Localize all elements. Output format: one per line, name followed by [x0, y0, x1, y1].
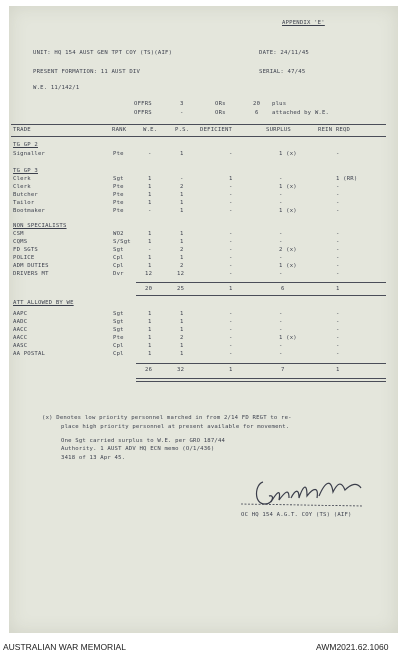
note-line: (x) Denotes low priority personnel marched in from 2/14 FD REGT to re- [42, 415, 292, 421]
cell-we: 1 [148, 231, 152, 237]
cell-rank: Pte [113, 335, 124, 341]
cell-rein-reqd: - [336, 151, 340, 157]
cell-deficient: - [229, 208, 233, 214]
cell-ps: 1 [180, 343, 184, 349]
cell-rank: Pte [113, 151, 124, 157]
note-line: Authority. 1 AUST ADV HQ ECN memo (O/1/436) [61, 446, 215, 452]
signature-caption: OC HQ 154 A.G.T. COY (TS) (AIF) [241, 512, 352, 518]
date-line: DATE: 24/11/45 [259, 50, 309, 56]
section-heading: TG GP 2 [13, 142, 38, 148]
ors-value-1: 20 [253, 101, 261, 107]
cell-ps: 1 [180, 208, 184, 214]
cell-ps: 1 [180, 351, 184, 357]
cell-surplus: 1 (x) [279, 335, 297, 341]
cell-trade: AACC [13, 335, 28, 341]
cell-trade: Clerk [13, 176, 31, 182]
cell-rank: Cpl [113, 255, 124, 261]
table-header-rule [11, 136, 386, 137]
cell-deficient: - [229, 311, 233, 317]
cell-surplus: - [279, 255, 283, 261]
cell-we: 1 [148, 351, 152, 357]
cell-we: 1 [148, 335, 152, 341]
footer-institution: AUSTRALIAN WAR MEMORIAL [3, 642, 126, 652]
cell-surplus: - [279, 271, 283, 277]
cell-we: 1 [148, 327, 152, 333]
cell-rein-reqd: - [336, 208, 340, 214]
offrs-label-2: OFFRS [134, 110, 152, 116]
cell-deficient: - [229, 319, 233, 325]
cell-rank: Cpl [113, 263, 124, 269]
cell-deficient: - [229, 184, 233, 190]
ors-label-2: ORs [215, 110, 226, 116]
total-rein-reqd: 1 [336, 286, 340, 292]
cell-rank: Dvr [113, 271, 124, 277]
appendix-label: APPENDIX 'E' [282, 20, 325, 26]
cell-ps: 2 [180, 335, 184, 341]
cell-we: 1 [148, 184, 152, 190]
cell-rein-reqd: - [336, 335, 340, 341]
cell-ps: 1 [180, 200, 184, 206]
cell-rank: Pte [113, 200, 124, 206]
cell-rank: Sgt [113, 311, 124, 317]
cell-trade: Butcher [13, 192, 38, 198]
col-trade: TRADE [13, 127, 31, 133]
cell-ps: - [180, 176, 184, 182]
cell-rein-reqd: - [336, 255, 340, 261]
cell-deficient: - [229, 192, 233, 198]
cell-we: - [148, 151, 152, 157]
cell-rein-reqd: - [336, 239, 340, 245]
cell-deficient: 1 [229, 176, 233, 182]
section-heading: NON SPECIALISTS [13, 223, 67, 229]
cell-trade: Signaller [13, 151, 46, 157]
cell-ps: 1 [180, 151, 184, 157]
cell-trade: ADM DUTIES [13, 263, 49, 269]
cell-rein-reqd: 1 (RR) [336, 176, 358, 182]
serial-line: SERIAL: 47/45 [259, 69, 306, 75]
formation-line: PRESENT FORMATION: 11 AUST DIV [33, 69, 141, 75]
cell-rein-reqd: - [336, 343, 340, 349]
cell-we: 1 [148, 192, 152, 198]
cell-surplus: - [279, 319, 283, 325]
cell-trade: Tailor [13, 200, 35, 206]
cell-we: 12 [145, 271, 153, 277]
cell-trade: CSM [13, 231, 24, 237]
cell-trade: FD SGTS [13, 247, 38, 253]
cell-trade: POLICE [13, 255, 35, 261]
cell-we: 1 [148, 176, 152, 182]
cell-ps: 2 [180, 247, 184, 253]
cell-deficient: - [229, 335, 233, 341]
cell-rein-reqd: - [336, 200, 340, 206]
col-surplus: SURPLUS [266, 127, 291, 133]
total-rein-reqd: 1 [336, 367, 340, 373]
cell-deficient: - [229, 263, 233, 269]
col-ps: P.S. [175, 127, 190, 133]
table-top-rule [11, 124, 386, 125]
cell-trade: AASC [13, 343, 28, 349]
cell-we: 1 [148, 319, 152, 325]
cell-rein-reqd: - [336, 263, 340, 269]
attached-label: attached by W.E. [272, 110, 330, 116]
total-surplus: 6 [281, 286, 285, 292]
col-rank: RANK [112, 127, 127, 133]
cell-rein-reqd: - [336, 192, 340, 198]
plus-label: plus [272, 101, 287, 107]
cell-rank: Pte [113, 192, 124, 198]
offrs-label-1: OFFRS [134, 101, 152, 107]
cell-rank: Sgt [113, 319, 124, 325]
total-ps: 25 [177, 286, 185, 292]
footer-accession: AWM2021.62.1060 [316, 642, 389, 652]
section-heading: TG GP 3 [13, 168, 38, 174]
cell-trade: CQMS [13, 239, 28, 245]
cell-rank: Sgt [113, 176, 124, 182]
cell-rank: Cpl [113, 351, 124, 357]
cell-ps: 1 [180, 327, 184, 333]
cell-surplus: - [279, 192, 283, 198]
cell-deficient: - [229, 271, 233, 277]
cell-we: 1 [148, 263, 152, 269]
total-deficient: 1 [229, 367, 233, 373]
cell-rein-reqd: - [336, 311, 340, 317]
cell-rank: Sgt [113, 327, 124, 333]
cell-we: 1 [148, 311, 152, 317]
cell-trade: Bootmaker [13, 208, 46, 214]
cell-surplus: 1 (x) [279, 208, 297, 214]
total-double-rule [136, 378, 386, 379]
col-rein-reqd: REIN REQD [318, 127, 351, 133]
cell-trade: DRIVERS MT [13, 271, 49, 277]
cell-trade: AADC [13, 319, 28, 325]
cell-deficient: - [229, 151, 233, 157]
note-line: place high priority personnel at present available for movement. [61, 424, 290, 430]
cell-surplus: - [279, 176, 283, 182]
subtotal-rule [136, 295, 386, 296]
cell-surplus: - [279, 311, 283, 317]
cell-ps: 1 [180, 255, 184, 261]
cell-ps: 2 [180, 263, 184, 269]
col-we: W.E. [143, 127, 158, 133]
cell-deficient: - [229, 343, 233, 349]
cell-trade: AA POSTAL [13, 351, 46, 357]
col-deficient: DEFICIENT [200, 127, 233, 133]
cell-rank: Pte [113, 208, 124, 214]
cell-trade: AAPC [13, 311, 28, 317]
cell-deficient: - [229, 327, 233, 333]
cell-rank: Sgt [113, 247, 124, 253]
cell-trade: Clerk [13, 184, 31, 190]
subtotal-rule [136, 282, 386, 283]
note-line: One Sgt carried surplus to W.E. per GRO 187/44 [61, 438, 226, 444]
total-we: 26 [145, 367, 153, 373]
cell-rein-reqd: - [336, 319, 340, 325]
cell-we: - [148, 208, 152, 214]
cell-rank: Cpl [113, 343, 124, 349]
cell-deficient: - [229, 255, 233, 261]
total-rule [136, 363, 386, 364]
handwritten-signature [233, 474, 373, 514]
cell-we: - [148, 247, 152, 253]
cell-deficient: - [229, 351, 233, 357]
cell-deficient: - [229, 231, 233, 237]
ors-label-1: ORs [215, 101, 226, 107]
cell-rein-reqd: - [336, 231, 340, 237]
offrs-value-2: - [180, 110, 184, 116]
total-we: 20 [145, 286, 153, 292]
cell-rank: S/Sgt [113, 239, 131, 245]
cell-surplus: - [279, 200, 283, 206]
cell-surplus: - [279, 351, 283, 357]
cell-rank: WO2 [113, 231, 124, 237]
cell-rank: Pte [113, 184, 124, 190]
cell-rein-reqd: - [336, 271, 340, 277]
cell-surplus: - [279, 239, 283, 245]
cell-deficient: - [229, 247, 233, 253]
cell-surplus: - [279, 343, 283, 349]
cell-surplus: 1 (x) [279, 263, 297, 269]
cell-ps: 2 [180, 184, 184, 190]
cell-trade: AACC [13, 327, 28, 333]
section-heading: ATT ALLOWED BY WE [13, 300, 74, 306]
cell-ps: 1 [180, 311, 184, 317]
total-surplus: 7 [281, 367, 285, 373]
cell-we: 1 [148, 255, 152, 261]
cell-surplus: 1 (x) [279, 184, 297, 190]
cell-we: 1 [148, 200, 152, 206]
cell-rein-reqd: - [336, 351, 340, 357]
cell-we: 1 [148, 239, 152, 245]
cell-rein-reqd: - [336, 247, 340, 253]
cell-surplus: 2 (x) [279, 247, 297, 253]
cell-rein-reqd: - [336, 184, 340, 190]
cell-ps: 12 [177, 271, 185, 277]
cell-we: 1 [148, 343, 152, 349]
unit-line: UNIT: HQ 154 AUST GEN TPT COY (TS)(AIF) [33, 50, 173, 56]
cell-ps: 1 [180, 239, 184, 245]
note-line: 3418 of 13 Apr 45. [61, 455, 126, 461]
cell-ps: 1 [180, 319, 184, 325]
cell-deficient: - [229, 200, 233, 206]
total-ps: 32 [177, 367, 185, 373]
cell-surplus: 1 (x) [279, 151, 297, 157]
cell-surplus: - [279, 231, 283, 237]
cell-ps: 1 [180, 231, 184, 237]
we-line: W.E. 11/142/1 [33, 85, 80, 91]
offrs-value-1: 3 [180, 101, 184, 107]
ors-value-2: 6 [255, 110, 259, 116]
total-double-rule [136, 381, 386, 382]
cell-rein-reqd: - [336, 327, 340, 333]
cell-deficient: - [229, 239, 233, 245]
cell-surplus: - [279, 327, 283, 333]
document-page [9, 6, 398, 633]
cell-ps: 1 [180, 192, 184, 198]
total-deficient: 1 [229, 286, 233, 292]
